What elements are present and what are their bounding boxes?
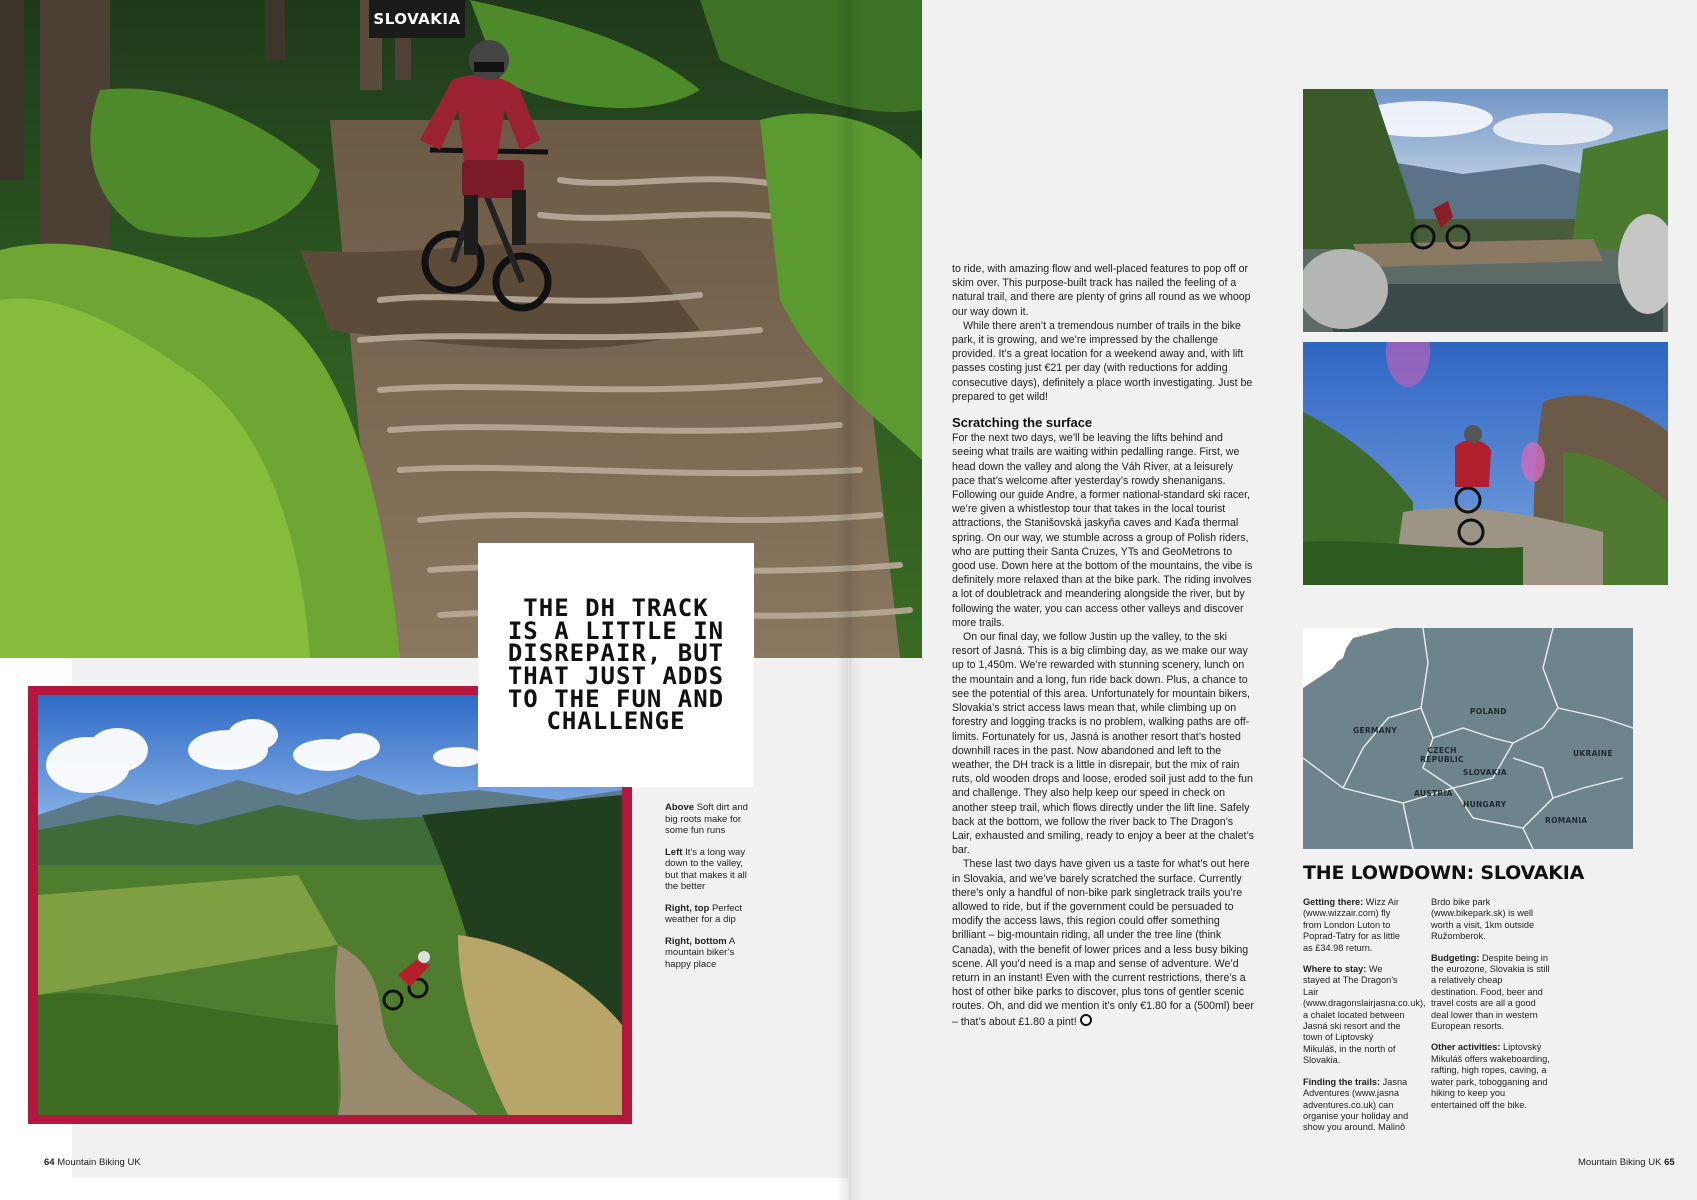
section-tag: SLOVAKIA [369, 0, 465, 38]
magazine-name: Mountain Biking UK [1578, 1157, 1662, 1168]
caption-above [665, 802, 751, 837]
caption-label: Right, top [665, 902, 710, 914]
end-mark-icon [1080, 1014, 1092, 1026]
paragraph: For the next two days, we’ll be leaving the lifts behind and seeing what trails are waiting within pedalling range. First, we head down the valley and along the Váh River, at a leisurely pace that’s welcome after yesterday’s rowdy shenanigans. Following our guide Andre, a former national-standard ski racer, we’re given a whistlestop tour that takes in the local tourist attractions, the Stanišovská jaskyňa caves and Kaďa thermal spring. On our way, we stumble across a group of Polish riders, who are putting their Santa Cruzes, YTs and GeoMetrons to good use. Down here at the bottom of the mountains, the vibe is definitely more relaxed than at the bike park. The riding involves a lot of doubletrack and meandering alongside the river, but by following the water, you can access other valleys and discover more trails. [952, 432, 1253, 629]
paragraph-text: These last two days have given us a taste for what’s out here in Slovakia, and we’ve barely scratched the surface. Currently there’s only a handful of non-bike park singletrack trails you’re allowed to ride, but if the government could be persuaded to modify the access laws, this region could offer something brilliant – big-mountain riding, all under the tree line (think Canada), with the benefit of lower prices and a less busy biking scene. All you’d need is a map and sense of adventure. We’d return in an instant! Even with the current restrictions, there’s a host of other bike parks to discover, plus tons of gentler scenic routes. Oh, and did we mention it’s only €1.80 for a (500ml) beer – that’s about £1.80 a pint! [952, 858, 1254, 1028]
lowdown-title: THE LOWDOWN: SLOVAKIA [1303, 862, 1585, 884]
pull-quote: THE DH TRACK IS A LITTLE IN DISREPAIR, BUT THAT JUST ADDS TO THE FUN AND CHALLENGE [507, 593, 725, 736]
map-central-europe [1303, 628, 1633, 849]
map-label-hungary: HUNGARY [1463, 800, 1507, 809]
lowdown-bike-park: Brdo bike park (www.bikepark.sk) is well worth a visit, 1km outside Ružomberok. [1431, 897, 1535, 942]
photo-rider-flowers [1303, 342, 1668, 585]
lowdown-text: Wizz Air (www.wizzair.com) fly from London Luton to Poprad-Tatry for as little as £34.98 return. [1303, 897, 1401, 953]
folio-left [44, 1157, 141, 1168]
map-label-ukraine: UKRAINE [1573, 749, 1613, 758]
lowdown-budgeting [1431, 953, 1551, 1033]
lowdown-other-activities [1431, 1042, 1551, 1110]
lowdown-label: Other activities: [1431, 1042, 1501, 1053]
lowdown-text: We stayed at The Dragon’s Lair (www.dragonslairjasna.co.uk), a chalet located between Jasná ski resort and the town of Liptovský Mikuláš, in the north of Slovakia. [1303, 964, 1426, 1066]
lowdown-where-to-stay [1303, 964, 1426, 1067]
paragraph-last [952, 857, 1254, 1028]
map-label-slovakia: SLOVAKIA [1463, 768, 1507, 777]
caption-right-bottom [665, 936, 751, 971]
lowdown-label: Where to stay: [1303, 964, 1367, 975]
map-label-poland: POLAND [1470, 707, 1507, 716]
gutter-shadow [836, 0, 866, 1200]
photo-bridge-stream [1303, 89, 1668, 332]
map-label-germany: GERMANY [1353, 726, 1398, 735]
lowdown-label: Getting there: [1303, 897, 1364, 907]
caption-label: Above [665, 802, 695, 813]
page-number: 64 [44, 1157, 55, 1168]
subheading: Scratching the surface [952, 415, 1093, 431]
caption-text: Perfect weather for a dip [665, 902, 743, 925]
lowdown-column-1 [1303, 897, 1426, 1144]
caption-label: Left [665, 846, 683, 858]
lowdown-finding-trails [1303, 1077, 1409, 1134]
lowdown-label: Budgeting: [1431, 952, 1480, 963]
caption-text: A mountain biker’s happy place [665, 935, 735, 970]
lowdown-text: Despite being in the eurozone, Slovakia is still a relatively cheap destination. Food, beer and travel costs are all a good deal lower than in western European resorts. [1431, 952, 1550, 1032]
caption-text: Soft dirt and big roots make for some fun runs [665, 802, 748, 836]
page-number: 65 [1664, 1157, 1675, 1168]
magazine-name: Mountain Biking UK [57, 1157, 141, 1168]
caption-left [665, 847, 751, 893]
caption-right-top [665, 903, 751, 926]
paragraph: to ride, with amazing flow and well-placed features to pop off or skim over. This purpose-built track has nailed the feeling of a natural trail, and there are plenty of grins all round as we whoop our way down it. [952, 263, 1251, 318]
lowdown-text: Liptovský Mikuláš offers wakeboarding, rafting, high ropes, caving, a water park, tobogganing and hiking to keep you entertained off the bike. [1431, 1042, 1550, 1110]
lowdown-label: Finding the trails: [1303, 1076, 1381, 1087]
caption-label: Right, bottom [665, 935, 727, 947]
photo-captions [665, 802, 751, 980]
lowdown-getting-there [1303, 897, 1409, 954]
pull-quote-box [478, 543, 754, 787]
lowdown-text: Jasna Adventures (www.jasna adventures.co.uk) can organise your holiday and show you around. Malinô [1303, 1076, 1409, 1133]
paragraph: While there aren’t a tremendous number of trails in the bike park, it is growing, and we’re impressed by the challenge provided. It’s a great location for a weekend away and, with lift passes costing just €21 per day (with reductions for adding consecutive days), definitely a place worth investigating. Just be prepared to get wild! [952, 319, 1253, 403]
map-label-austria: AUSTRIA [1414, 789, 1453, 798]
article-body [952, 262, 1254, 1029]
caption-text: It’s a long way down to the valley, but that makes it all the better [665, 846, 747, 892]
map-label-romania: ROMANIA [1545, 816, 1588, 825]
lowdown-column-2 [1431, 897, 1551, 1121]
paragraph: On our final day, we follow Justin up the valley, to the ski resort of Jasná. This is a big climbing day, as we make our way up to 1,450m. We’re rewarded with stunning scenery, lunch on the mountain and a long, fun ride back down. Plus, a chance to see the potential of this area. Unfortunately for mountain bikers, Slovakia’s strict access laws mean that, while climbing up on forestry and logging tracks is no problem, walking paths are off-limits. Fortunately for us, Jasná is another resort that’s hosted downhill races in the past. Now abandoned and left to the weather, the DH track is a little in disrepair, but the mix of rain ruts, old wooden drops and loose, eroded soil just add to the fun and challenge. They also help keep our speed in check on another steep trail, which flows directly under the lift line. Safely back at the bottom, we follow the river back to The Dragon’s Lair, exhausted and smiling, ready to enjoy a beer at the chalet’s bar. [952, 631, 1254, 857]
hero-photo-forest-trail [0, 0, 922, 658]
map-label-czech-republic: CZECH REPUBLIC [1420, 746, 1464, 764]
folio-right [1578, 1157, 1675, 1168]
